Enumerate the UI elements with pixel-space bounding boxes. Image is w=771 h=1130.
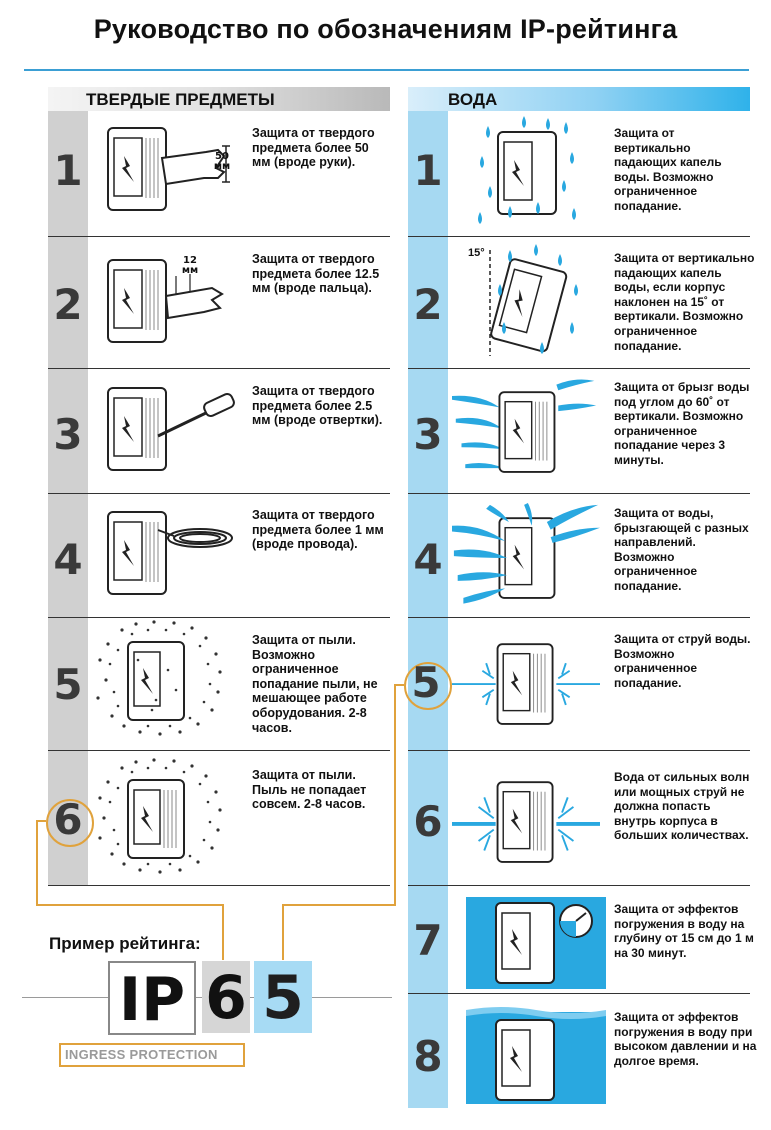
row-divider bbox=[48, 750, 390, 751]
connector-line bbox=[394, 684, 396, 906]
row-divider bbox=[408, 236, 750, 237]
water-digit-3: 3 bbox=[413, 410, 443, 459]
water-digit-2: 2 bbox=[413, 280, 443, 329]
solid-digit-6: 6 bbox=[53, 795, 83, 844]
size-label-50: 50 мм bbox=[213, 151, 231, 172]
water-digit-4: 4 bbox=[413, 535, 443, 584]
connector-line bbox=[282, 904, 284, 960]
tilted-drops-icon bbox=[460, 244, 608, 362]
finger-enclosure-icon bbox=[96, 246, 244, 364]
water-desc-3: Защита от брызг воды под углом до 60˚ от вертикали. Возможно ограниченное попадание через 3 минуты. bbox=[614, 380, 750, 467]
connector-line bbox=[36, 904, 224, 906]
solid-desc-3: Защита от твердого предмета более 2.5 мм (вроде отвертки). bbox=[252, 384, 383, 428]
powerful-jet-icon bbox=[452, 764, 600, 882]
dust-tight-enclosure-icon bbox=[92, 758, 240, 876]
size-label-12: 12 мм bbox=[181, 255, 199, 276]
deep-immersion-icon bbox=[466, 1000, 606, 1104]
title-divider bbox=[24, 69, 749, 71]
row-divider bbox=[408, 750, 750, 751]
row-divider bbox=[48, 885, 390, 886]
water-desc-4: Защита от воды, брызгающей с разных направлений. Возможно ограниченное попадание. bbox=[614, 506, 749, 593]
solid-digit-1: 1 bbox=[53, 146, 83, 195]
example-label: Пример рейтинга: bbox=[49, 934, 201, 953]
water-digit-6: 6 bbox=[413, 797, 443, 846]
connector-line bbox=[222, 904, 224, 960]
water-digit-8: 8 bbox=[413, 1032, 443, 1081]
ingress-protection-label: INGRESS PROTECTION bbox=[59, 1043, 245, 1067]
row-divider bbox=[408, 493, 750, 494]
solid-desc-2: Защита от твердого предмета более 12.5 мм (вроде пальца). bbox=[252, 252, 380, 296]
connector-line bbox=[282, 904, 396, 906]
splash-icon bbox=[452, 500, 600, 618]
connector-line bbox=[36, 820, 38, 906]
water-digit-7: 7 bbox=[413, 916, 443, 965]
page-title: Руководство по обозначениям IP-рейтинга bbox=[93, 14, 678, 44]
water-desc-8: Защита от эффектов погружения в воду при высоком давлении и на долгое время. bbox=[614, 1010, 757, 1068]
spray-icon bbox=[452, 374, 600, 492]
solid-digit-strip bbox=[48, 111, 88, 885]
solid-digit-5: 5 bbox=[53, 660, 83, 709]
row-divider bbox=[408, 993, 750, 994]
water-desc-2: Защита от вертикально падающих капель воды, если корпус наклонен на 15˚ от вертикали. Возможно ограниченное попадание. bbox=[614, 251, 755, 353]
water-desc-7: Защита от эффектов погружения в воду на глубину от 15 см до 1 м на 30 минут. bbox=[614, 902, 754, 960]
ip-second-digit: 5 bbox=[254, 961, 312, 1033]
solid-digit-3: 3 bbox=[53, 410, 83, 459]
water-digit-5: 5 bbox=[411, 658, 441, 707]
hand-enclosure-icon bbox=[96, 116, 244, 234]
water-section-header bbox=[408, 87, 750, 111]
water-desc-6: Вода от сильных волн или мощных струй не должна попасть внутрь корпуса в больших количествах. bbox=[614, 770, 750, 843]
angle-label-15: 15° bbox=[468, 247, 485, 259]
row-divider bbox=[48, 368, 390, 369]
ip-code: IP bbox=[108, 961, 196, 1035]
vertical-drops-icon bbox=[460, 116, 608, 234]
row-divider bbox=[48, 236, 390, 237]
water-desc-5: Защита от струй воды. Возможно ограниченное попадание. bbox=[614, 632, 751, 690]
solid-desc-6: Защита от пыли. Пыль не попадает совсем. 2-8 часов. bbox=[252, 768, 367, 812]
ip-first-digit: 6 bbox=[202, 961, 250, 1033]
water-heading: ВОДА bbox=[448, 90, 498, 109]
solid-desc-4: Защита от твердого предмета более 1 мм (вроде провода). bbox=[252, 508, 384, 552]
dust-enclosure-icon bbox=[92, 620, 240, 738]
row-divider bbox=[408, 885, 750, 886]
water-jet-icon bbox=[452, 626, 600, 744]
solid-digit-4: 4 bbox=[53, 535, 83, 584]
solid-section-header bbox=[48, 87, 390, 111]
wire-enclosure-icon bbox=[96, 500, 244, 618]
row-divider bbox=[408, 368, 750, 369]
immersion-timer-icon bbox=[466, 893, 606, 989]
solid-desc-5: Защита от пыли. Возможно ограниченное попадание пыли, не мешающее работе оборудования. 2-8 часов. bbox=[252, 633, 378, 735]
water-digit-1: 1 bbox=[413, 146, 443, 195]
screwdriver-enclosure-icon bbox=[96, 376, 244, 494]
solid-heading: ТВЕРДЫЕ ПРЕДМЕТЫ bbox=[86, 90, 275, 109]
solid-digit-2: 2 bbox=[53, 280, 83, 329]
solid-desc-1: Защита от твердого предмета более 50 мм (вроде руки). bbox=[252, 126, 375, 170]
water-desc-1: Защита от вертикально падающих капель воды. Возможно ограниченное попадание. bbox=[614, 126, 722, 213]
